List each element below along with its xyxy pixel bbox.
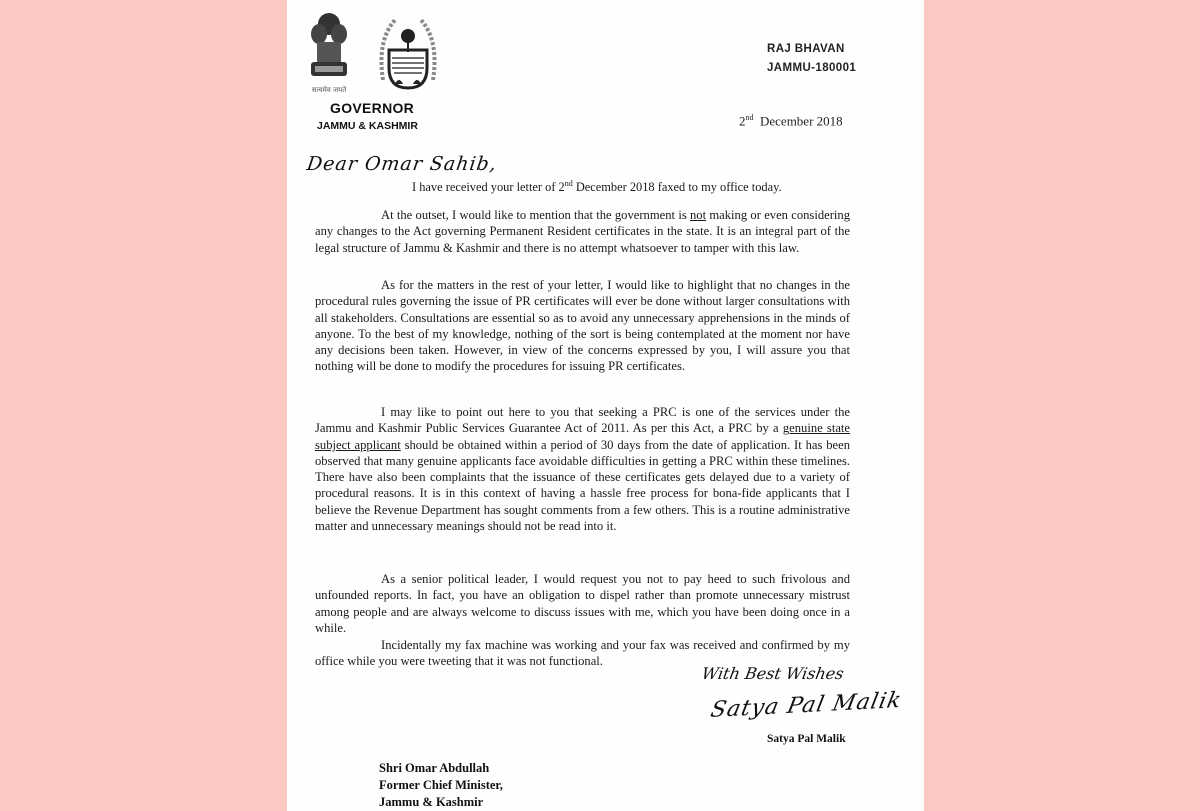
p0-text-b: December 2018 faxed to my office today.	[572, 180, 782, 195]
address-line-2: JAMMU-180001	[767, 62, 857, 74]
address-line-1: RAJ BHAVAN	[767, 43, 845, 55]
p0-text-a: I have received your letter of 2	[412, 180, 565, 195]
date-month-year: December 2018	[760, 113, 843, 129]
state-emblem-icon	[375, 10, 441, 96]
date-suffix: nd	[745, 113, 754, 122]
handwritten-closing: With Best Wishes	[700, 664, 846, 683]
paragraph-3	[315, 404, 850, 534]
national-emblem-icon	[307, 8, 351, 96]
handwritten-signature: Satya Pal Malik	[708, 688, 905, 723]
paragraph-4: As a senior political leader, I would request you not to pay heed to such frivolous and unfounded reports. In fact, you have an obligation to dispel rather than promote unnecessary mistrust among people and are always welcome to discuss issues with me, which you have been doing once in a while.	[315, 572, 850, 635]
letterhead-address	[767, 40, 856, 78]
date-day: 2	[739, 113, 746, 129]
signer-name: Satya Pal Malik	[767, 733, 846, 745]
p3-text-b: should be obtained within a period of 30 days from the date of application. It has been observed that many genuine applicants face avoidable difficulties in getting a PRC within these timelines. There have also been complaints that the issuance of these certificates gets delayed due to a variety of procedural reasons. It is in this context of having a hassle free process for bona-fide applicants that I believe the Revenue Department has sought comments from a few others. This is a routine administrative matter and unnecessary meanings should not be read into it.	[315, 437, 850, 534]
recipient-state: Jammu & Kashmir	[379, 795, 484, 809]
paragraph-0	[412, 176, 892, 195]
letterhead-title: GOVERNOR	[330, 100, 415, 116]
p1-text-b: making or even considering any changes to the Act governing Permanent Resident certificates in the state. It is an integral part of the legal structure of Jammu & Kashmir and there is no attempt whatsoever to tamper with this law.	[315, 208, 850, 255]
paragraph-5: Incidentally my fax machine was working and your fax was received and confirmed by my office while you were tweeting that it was not functional.	[315, 638, 850, 669]
letter-date	[739, 113, 843, 129]
p0-sup: nd	[564, 179, 573, 188]
p1-text-a: At the outset, I would like to mention that the government is	[381, 208, 690, 222]
emblem-motto: सत्यमेव जयते	[311, 86, 347, 94]
p3-underlined: genuine state subject applicant	[315, 421, 851, 452]
paragraph-2: As for the matters in the rest of your letter, I would like to highlight that no changes in the procedural rules governing the issue of PR certificates will ever be done without larger consultations with all stakeholders. Consultations are essential so as to avoid any unnecessary apprehensions in the minds of anyone. To the best of my knowledge, nothing of the sort is being contemplated at the moment nor have any decisions been taken. However, in view of the concerns expressed by you, I will assure you that nothing will be done to modify the procedures for issuing PR certificates.	[315, 278, 850, 374]
recipient-name: Shri Omar Abdullah	[379, 761, 490, 775]
letterhead-subtitle: JAMMU & KASHMIR	[317, 120, 418, 132]
recipient-title: Former Chief Minister,	[379, 778, 503, 792]
handwritten-salutation: Dear Omar Sahib,	[305, 153, 499, 175]
p1-underlined: not	[690, 208, 707, 222]
letter-page	[287, 0, 924, 811]
paragraph-1	[315, 207, 850, 256]
p3-text-a: I may like to point out here to you that seeking a PRC is one of the services under the Jammu and Kashmir Public Services Guarantee Act of 2011. As per this Act, a PRC by a	[315, 405, 850, 436]
recipient-block	[379, 760, 503, 811]
